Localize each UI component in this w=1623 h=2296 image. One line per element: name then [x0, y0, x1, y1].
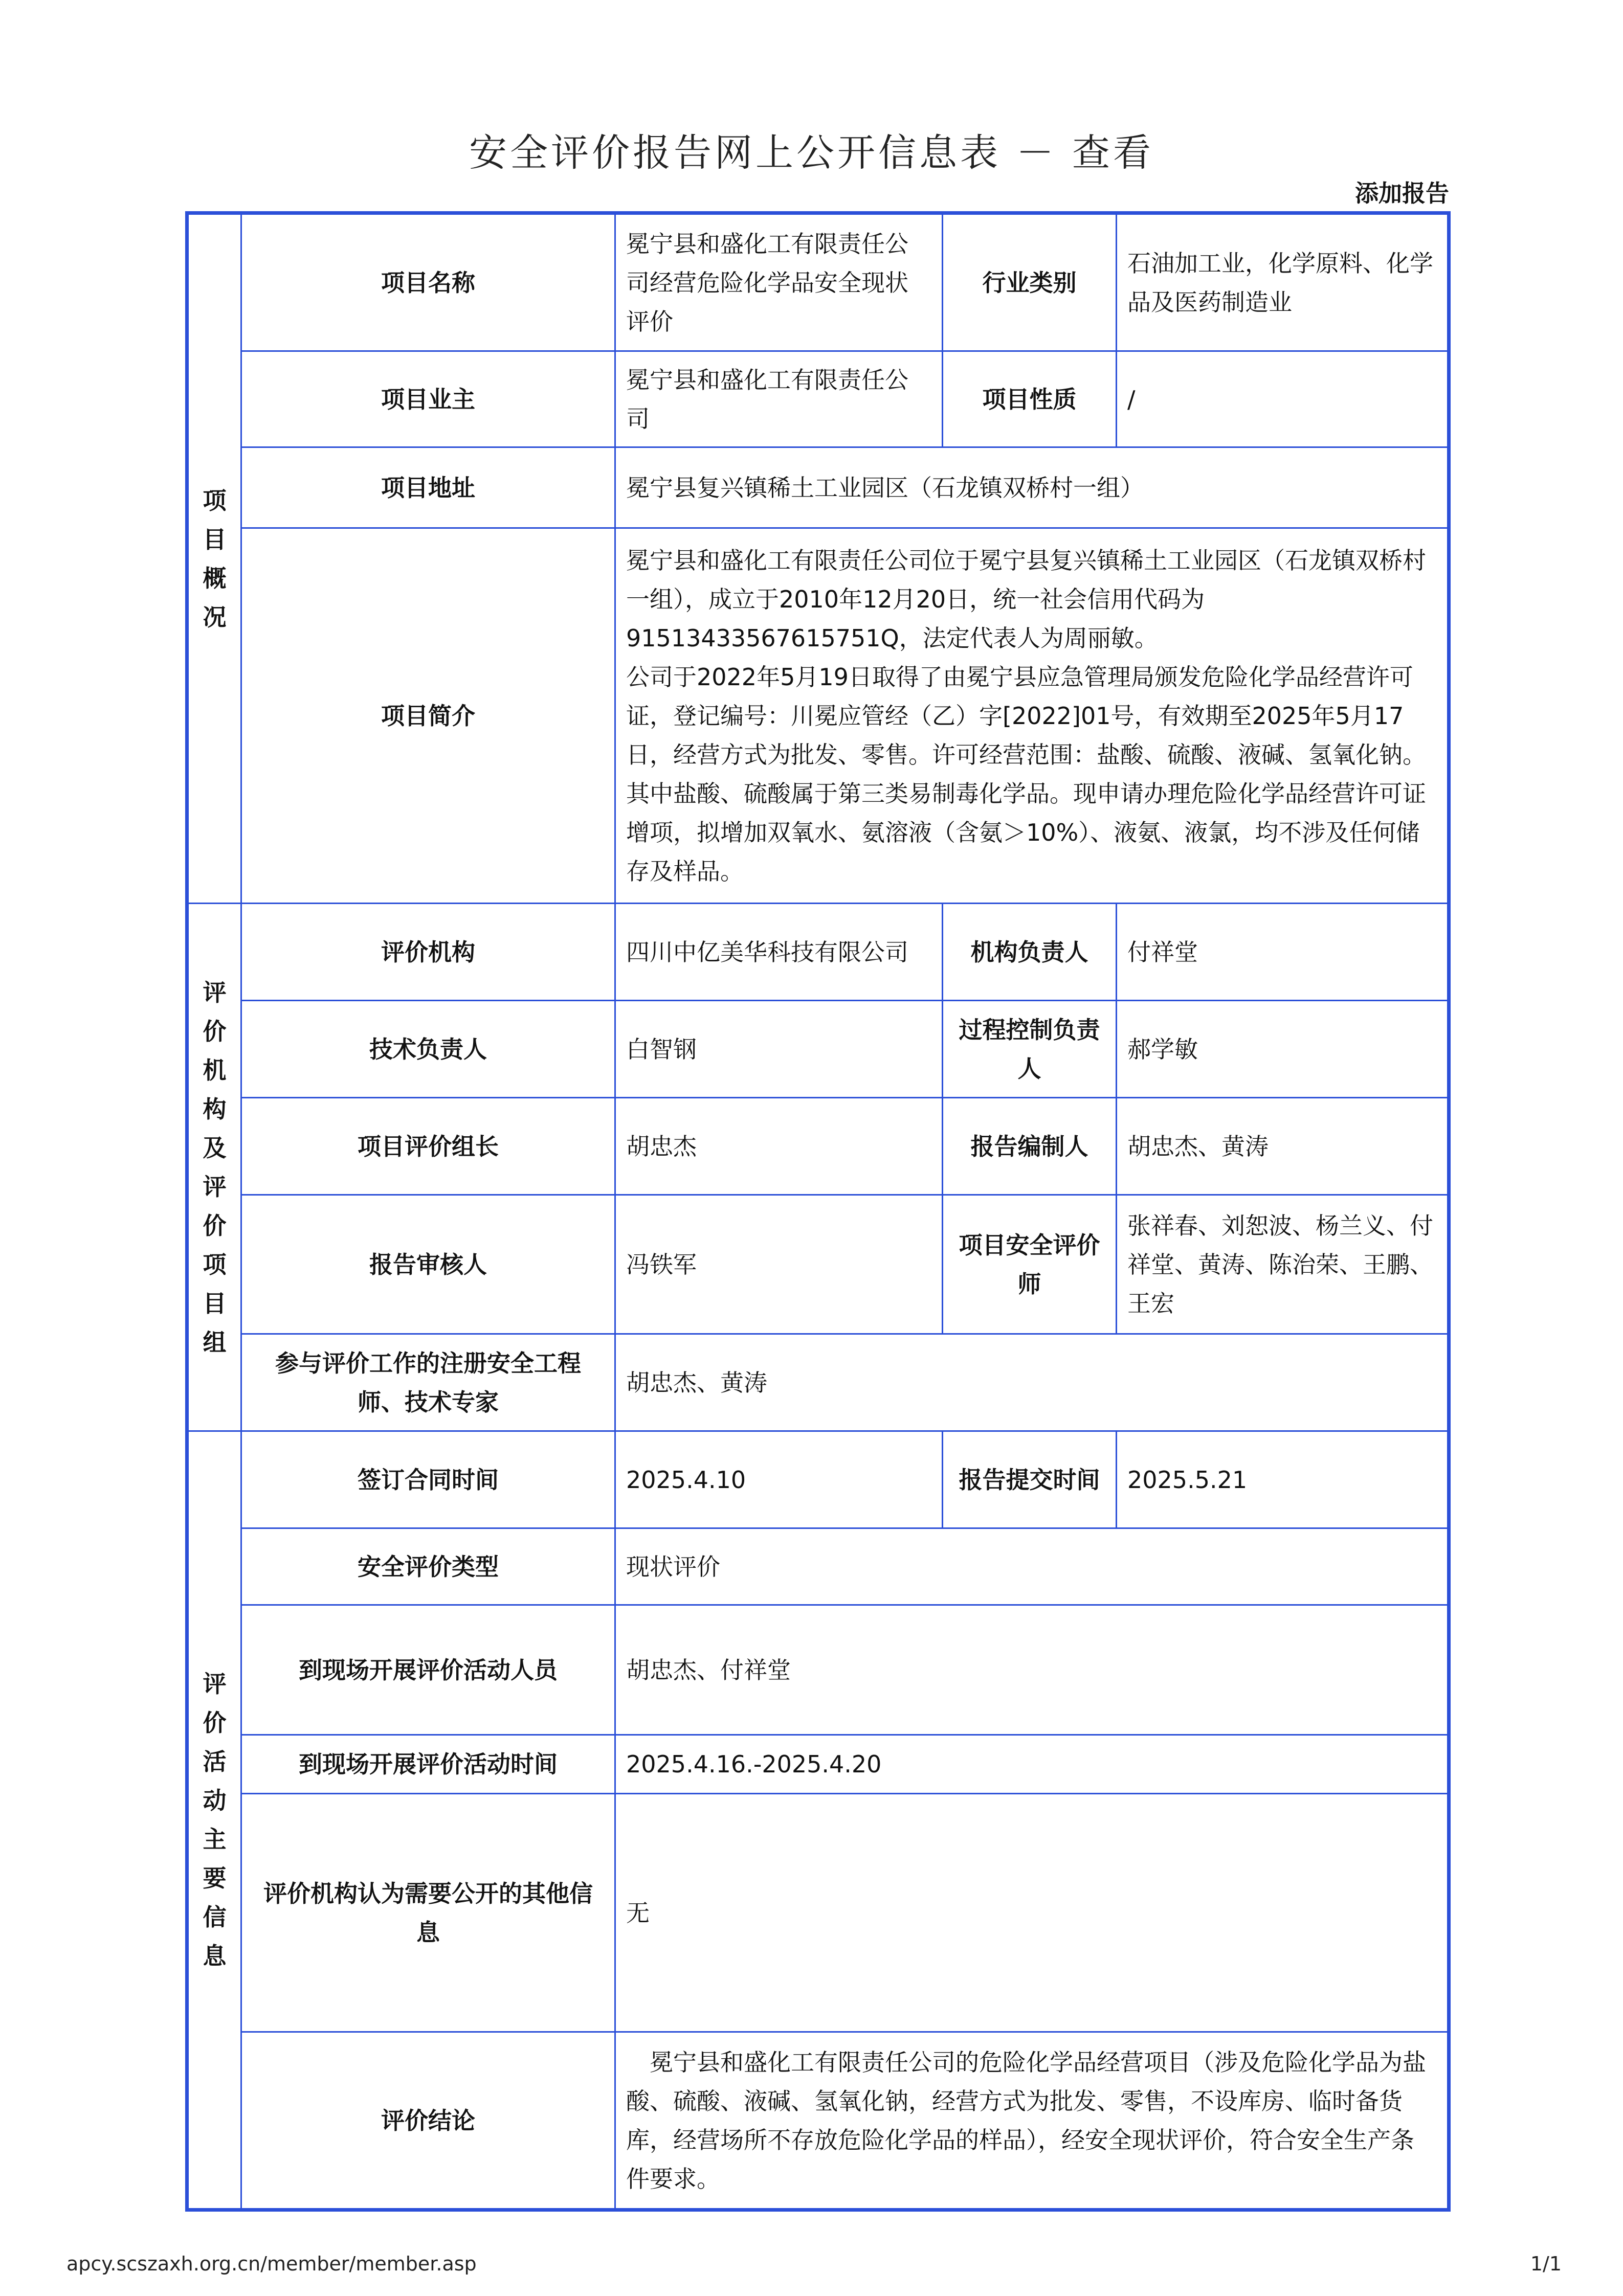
label-process-head: 过程控制负责人: [943, 1001, 1117, 1098]
value-reviewer: 冯铁军: [615, 1195, 943, 1334]
table-row: [187, 1098, 1449, 1195]
label-conclusion: 评价结论: [241, 2032, 615, 2210]
footer-page-number: 1/1: [1530, 2253, 1562, 2275]
table-row: [187, 1605, 1449, 1735]
label-owner: 项目业主: [241, 351, 615, 447]
label-intro: 项目简介: [241, 528, 615, 904]
table-row: [187, 447, 1449, 528]
label-site-staff: 到现场开展评价活动人员: [241, 1605, 615, 1735]
value-agency-head: 付祥堂: [1117, 904, 1449, 1001]
label-experts: 参与评价工作的注册安全工程师、技术专家: [241, 1334, 615, 1431]
value-team-leader: 胡忠杰: [615, 1098, 943, 1195]
label-contract-date: 签订合同时间: [241, 1431, 615, 1528]
value-contract-date: 2025.4.10: [615, 1431, 943, 1528]
table-row: [187, 1431, 1449, 1528]
table-row: [187, 1195, 1449, 1334]
value-report-writer: 胡忠杰、黄涛: [1117, 1098, 1449, 1195]
label-submit-date: 报告提交时间: [943, 1431, 1117, 1528]
value-conclusion: 冕宁县和盛化工有限责任公司的危险化学品经营项目（涉及危险化学品为盐酸、硫酸、液碱、氢氧化钠，经营方式为批发、零售，不设库房、临时备货库，经营场所不存放危险化学品的样品），经安全现状评价，符合安全生产条件要求。: [615, 2032, 1449, 2210]
section-activity: 评价活动主要信息: [187, 1431, 241, 2210]
label-reviewer: 报告审核人: [241, 1195, 615, 1334]
value-process-head: 郝学敏: [1117, 1001, 1449, 1098]
value-other-info: 无: [615, 1794, 1449, 2032]
value-experts: 胡忠杰、黄涛: [615, 1334, 1449, 1431]
add-report-link[interactable]: 添加报告: [1355, 179, 1449, 207]
table-row: [187, 1528, 1449, 1605]
info-table: [185, 211, 1451, 2212]
label-team-leader: 项目评价组长: [241, 1098, 615, 1195]
table-row: [187, 213, 1449, 351]
intro-paragraph-1: 冕宁县和盛化工有限责任公司位于冕宁县复兴镇稀土工业园区（石龙镇双桥村一组），成立于2010年12月20日，统一社会信用代码为91513433567615751Q，法定代表人为周丽敏。: [626, 546, 1426, 652]
page-title: 安全评价报告网上公开信息表 － 查看: [469, 131, 1154, 175]
table-row: [187, 1334, 1449, 1431]
table-row: [187, 2032, 1449, 2210]
intro-paragraph-2: 公司于2022年5月19日取得了由冕宁县应急管理局颁发危险化学品经营许可证，登记编号：川冕应管经（乙）字[2022]01号，有效期至2025年5月17日，经营方式为批发、零售。许可经营范围：盐酸、硫酸、液碱、氢氧化钠。其中盐酸、硫酸属于第三类易制毒化学品。现申请办理危险化学品经营许可证增项，拟增加双氧水、氨溶液（含氨＞10%）、液氨、液氯，均不涉及任何储存及样品。: [626, 663, 1426, 885]
value-safety-evaluators: 张祥春、刘恕波、杨兰义、付祥堂、黄涛、陈治荣、王鹏、王宏: [1117, 1195, 1449, 1334]
value-address: 冕宁县复兴镇稀土工业园区（石龙镇双桥村一组）: [615, 447, 1449, 528]
label-industry: 行业类别: [943, 213, 1117, 351]
table-row: [187, 1001, 1449, 1098]
value-site-time: 2025.4.16.-2025.4.20: [615, 1735, 1449, 1794]
value-submit-date: 2025.5.21: [1117, 1431, 1449, 1528]
table-row: [187, 904, 1449, 1001]
value-project-name: 冕宁县和盛化工有限责任公司经营危险化学品安全现状评价: [615, 213, 943, 351]
label-site-time: 到现场开展评价活动时间: [241, 1735, 615, 1794]
table-row: [187, 1735, 1449, 1794]
footer-url: apcy.scszaxh.org.cn/member/member.asp: [66, 2253, 477, 2275]
value-owner: 冕宁县和盛化工有限责任公司: [615, 351, 943, 447]
label-other-info: 评价机构认为需要公开的其他信息: [241, 1794, 615, 2032]
section-overview: 项目概况: [187, 213, 241, 904]
value-eval-type: 现状评价: [615, 1528, 1449, 1605]
value-tech-head: 白智钢: [615, 1001, 943, 1098]
label-nature: 项目性质: [943, 351, 1117, 447]
section-agency: 评价机构及评价项目组: [187, 904, 241, 1431]
value-industry: 石油加工业，化学原料、化学品及医药制造业: [1117, 213, 1449, 351]
table-row: [187, 528, 1449, 904]
label-tech-head: 技术负责人: [241, 1001, 615, 1098]
label-agency-head: 机构负责人: [943, 904, 1117, 1001]
value-agency: 四川中亿美华科技有限公司: [615, 904, 943, 1001]
table-row: [187, 351, 1449, 447]
value-site-staff: 胡忠杰、付祥堂: [615, 1605, 1449, 1735]
label-project-name: 项目名称: [241, 213, 615, 351]
value-intro: [615, 528, 1449, 904]
label-report-writer: 报告编制人: [943, 1098, 1117, 1195]
label-address: 项目地址: [241, 447, 615, 528]
label-eval-type: 安全评价类型: [241, 1528, 615, 1605]
label-agency: 评价机构: [241, 904, 615, 1001]
table-row: [187, 1794, 1449, 2032]
label-safety-evaluators: 项目安全评价师: [943, 1195, 1117, 1334]
value-nature: /: [1117, 351, 1449, 447]
